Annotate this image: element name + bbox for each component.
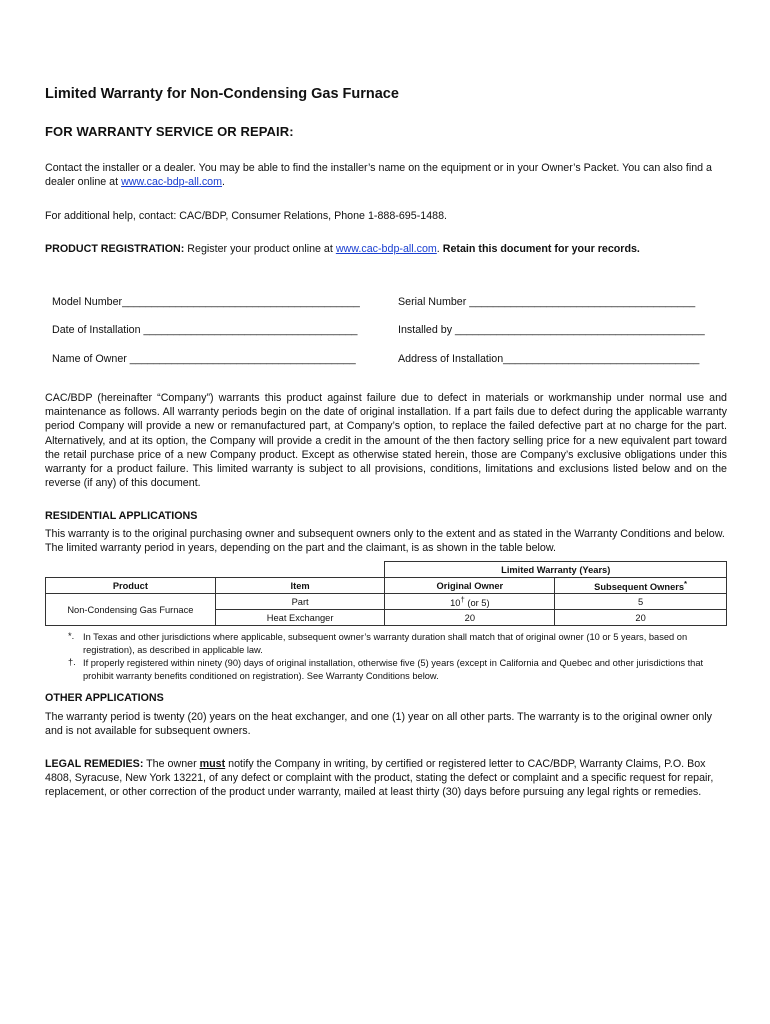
document-title: Limited Warranty for Non-Condensing Gas Furnace	[45, 86, 399, 102]
additional-help-text: For additional help, contact: CAC/BDP, Consumer Relations, Phone 1-888-695-1488.	[45, 210, 448, 222]
footnote-text: In Texas and other jurisdictions where applicable, subsequent owner’s warranty duration shall match that of original owner (10 or 5 years, based on registration), as described in applicable law.	[83, 632, 688, 655]
registration-paragraph	[45, 242, 727, 256]
item-header: Item	[215, 578, 385, 594]
dagger-mark: †	[460, 594, 465, 604]
address-of-installation-field[interactable]: Address of Installation_________________________________	[398, 353, 700, 365]
date-of-installation-field[interactable]: Date of Installation ____________________________________	[52, 324, 358, 336]
dealer-website-link[interactable]: www.cac-bdp-all.com	[121, 176, 223, 189]
table-header-row	[46, 578, 727, 594]
contact-paragraph	[45, 161, 727, 189]
table-group-header-row	[46, 562, 727, 578]
subsequent-owners-header: Subsequent Owners	[594, 582, 685, 593]
name-of-owner-field[interactable]: Name of Owner ______________________________________	[52, 353, 356, 365]
subsequent-owners-header-cell	[555, 578, 727, 594]
other-applications-heading: OTHER APPLICATIONS	[45, 692, 164, 704]
item-cell: Heat Exchanger	[215, 610, 385, 626]
residential-heading: RESIDENTIAL APPLICATIONS	[45, 510, 198, 522]
table-blank-cell	[46, 562, 385, 578]
legal-text-cont: notify the Company in writing, by certified or registered letter to CAC/BDP, Warranty Claims, P.O. Box 4808, Syracuse, New York 13221, of any defect or complaint with the product, stating the defect or complaint and a specific request for repair, replacement, or other correction of the product under warranty, mailed at least thirty (30) days before pursuing any legal rights or remedies.	[45, 758, 714, 799]
original-owner-cell: 20	[385, 610, 555, 626]
retain-document-note: Retain this document for your records.	[442, 243, 640, 255]
footnote-mark: †.	[68, 657, 76, 667]
original-value: 10	[450, 598, 461, 609]
subsequent-owners-cell: 5	[555, 594, 727, 610]
model-number-field[interactable]: Model Number________________________________________	[52, 296, 360, 308]
must-emphasis: must	[199, 758, 226, 770]
other-applications-text: The warranty period is twenty (20) years on the heat exchanger, and one (1) year on all other parts. The warranty is to the original owner only and is not available for subsequent owners.	[45, 711, 712, 738]
legal-remedies-paragraph	[45, 757, 727, 800]
registration-label: PRODUCT REGISTRATION:	[45, 243, 185, 255]
original-suffix: (or 5)	[464, 598, 490, 609]
installed-by-field[interactable]: Installed by __________________________________________	[398, 324, 705, 336]
warranty-statement: CAC/BDP (hereinafter “Company”) warrants this product against failure due to defect in materials or workmanship under normal use and maintenance as follows. All warranty periods begin on the date of original installation. If a part fails due to defect during the applicable warranty period Company will provide a new or remanufactured part, at Company’s option, to replace the failed defective part at no charge for the part. Alternatively, and at its option, the Company will provide a credit in the amount of the then factory selling price for a new equivalent part toward the retail purchase price of a new Company product. Except as otherwise stated herein, those are Company’s exclusive obligations under this warranty for a product failure. This limited warranty is subject to all provisions, conditions, limitations and exclusions listed below and on the reverse (if any) of this document.	[45, 392, 727, 490]
registration-after: .	[436, 243, 443, 255]
serial-number-field[interactable]: Serial Number ______________________________________	[398, 296, 696, 308]
contact-text: Contact the installer or a dealer. You may be able to find the installer’s name on the equipment or in your Owner’s Packet. You can also find a dealer online at	[45, 162, 712, 189]
registration-text: Register your product online at	[184, 243, 336, 255]
item-cell: Part	[215, 594, 385, 610]
legal-text: The owner	[143, 758, 200, 770]
service-heading: FOR WARRANTY SERVICE OR REPAIR:	[45, 124, 294, 139]
residential-text: This warranty is to the original purchasing owner and subsequent owners only to the extent and as stated in the Warranty Conditions and below. The limited warranty period in years, depending on the part and the claimant, is as shown in the table below.	[45, 528, 725, 555]
footnote-mark: *.	[68, 631, 75, 641]
original-owner-header: Original Owner	[385, 578, 555, 594]
footnote-text: If properly registered within ninety (90) days of original installation, otherwise five (5) years (except in California and Quebec and other jurisdictions that prohibit warranty benefits conditioned on registration). See Warranty Conditions below.	[83, 658, 704, 681]
subsequent-owners-mark: *	[684, 578, 688, 588]
limited-warranty-header: Limited Warranty (Years)	[385, 562, 727, 578]
warranty-table	[45, 561, 727, 626]
table-row	[46, 594, 727, 610]
product-cell: Non-Condensing Gas Furnace	[46, 594, 216, 626]
registration-website-link[interactable]: www.cac-bdp-all.com	[335, 243, 437, 255]
subsequent-owners-cell: 20	[555, 610, 727, 626]
legal-remedies-label: LEGAL REMEDIES:	[45, 758, 144, 770]
original-owner-cell	[385, 594, 555, 610]
contact-text-end: .	[222, 176, 226, 189]
product-header: Product	[46, 578, 216, 594]
